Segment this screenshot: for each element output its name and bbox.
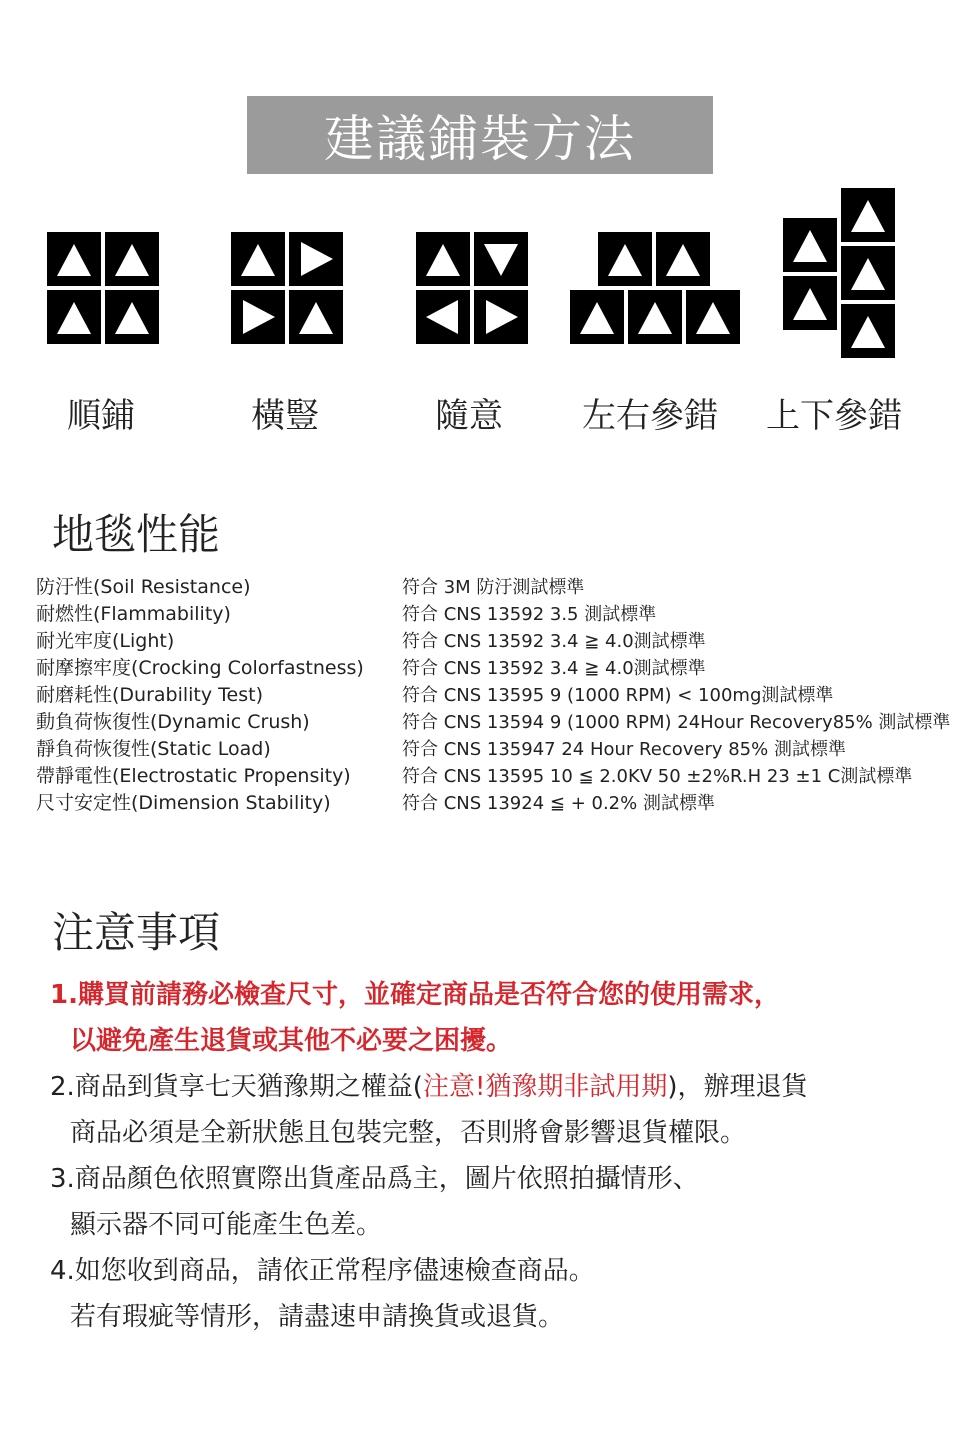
note-2-warning: 注意!猶豫期非試用期 bbox=[422, 1072, 668, 1102]
note-4-line-1: 4.如您收到商品，請依正常程序儘速檢查商品。 bbox=[50, 1256, 595, 1286]
performance-heading: 地毯性能 bbox=[52, 510, 221, 559]
note-3-line-1: 3.商品顏色依照實際出貨產品爲主，圖片依照拍攝情形、 bbox=[50, 1164, 699, 1194]
note-2-line-2: 商品必須是全新狀態且包裝完整，否則將會影響退貨權限。 bbox=[70, 1118, 747, 1148]
performance-item-name: 耐光牢度(Light) bbox=[36, 630, 175, 652]
performance-item-value: 符合 CNS 13592 3.5 測試標準 bbox=[402, 604, 657, 625]
performance-item-value: 符合 CNS 13592 3.4 ≧ 4.0測試標準 bbox=[402, 658, 706, 679]
note-2-suffix: )，辦理退貨 bbox=[667, 1072, 808, 1102]
notes-heading: 注意事項 bbox=[52, 908, 221, 957]
performance-names bbox=[36, 574, 364, 817]
performance-item-value: 符合 CNS 13924 ≦ + 0.2% 測試標準 bbox=[402, 793, 715, 814]
performance-values bbox=[402, 574, 950, 817]
performance-item-value: 符合 CNS 13592 3.4 ≧ 4.0測試標準 bbox=[402, 631, 706, 652]
performance-item-value: 符合 CNS 135947 24 Hour Recovery 85% 測試標準 bbox=[402, 739, 846, 760]
performance-item-name: 防汙性(Soil Resistance) bbox=[36, 576, 251, 598]
note-1-line-1: 1.購買前請務必檢查尺寸，並確定商品是否符合您的使用需求， bbox=[50, 980, 780, 1010]
note-3-line-2: 顯示器不同可能產生色差。 bbox=[70, 1210, 383, 1240]
performance-item-value: 符合 CNS 13595 9 (1000 RPM) < 100mg測試標準 bbox=[402, 685, 834, 706]
performance-item-name: 耐摩擦牢度(Crocking Colorfastness) bbox=[36, 657, 364, 679]
tile-brick-vertical-icon bbox=[783, 188, 895, 360]
tile-grid-alternating-icon bbox=[231, 232, 343, 344]
notes-list bbox=[50, 972, 930, 1340]
performance-item-name: 耐磨耗性(Durability Test) bbox=[36, 684, 263, 706]
tile-grid-uniform-icon bbox=[47, 232, 159, 344]
performance-item-value: 符合 CNS 13594 9 (1000 RPM) 24Hour Recovery85% 測試標準 bbox=[402, 712, 951, 733]
performance-item-name: 耐燃性(Flammability) bbox=[36, 603, 231, 625]
page-title: 建議鋪裝方法 bbox=[247, 96, 713, 174]
pattern-label-random: 隨意 bbox=[435, 396, 503, 436]
tile-brick-horizontal-icon bbox=[570, 232, 740, 344]
performance-item-value: 符合 3M 防汙測試標準 bbox=[402, 577, 585, 598]
performance-item-value: 符合 CNS 13595 10 ≦ 2.0KV 50 ±2%R.H 23 ±1 C測試標準 bbox=[402, 766, 913, 787]
pattern-label-brick-vertical: 上下參錯 bbox=[766, 396, 902, 436]
performance-item-name: 靜負荷恢復性(Static Load) bbox=[36, 738, 271, 760]
note-2-line-1 bbox=[50, 1064, 930, 1110]
note-4-line-2: 若有瑕疵等情形，請盡速申請換貨或退貨。 bbox=[70, 1302, 565, 1332]
tile-grid-random-icon bbox=[416, 232, 528, 344]
pattern-label-alternating: 橫豎 bbox=[251, 396, 319, 436]
note-2-prefix: 2.商品到貨享七天猶豫期之權益( bbox=[50, 1072, 423, 1102]
pattern-label-uniform: 順鋪 bbox=[67, 396, 135, 436]
performance-item-name: 動負荷恢復性(Dynamic Crush) bbox=[36, 711, 310, 733]
performance-item-name: 帶靜電性(Electrostatic Propensity) bbox=[36, 765, 351, 787]
note-1-line-2: 以避免產生退貨或其他不必要之困擾。 bbox=[70, 1026, 513, 1056]
performance-item-name: 尺寸安定性(Dimension Stability) bbox=[36, 792, 331, 814]
pattern-label-brick-horizontal: 左右參錯 bbox=[582, 396, 718, 436]
